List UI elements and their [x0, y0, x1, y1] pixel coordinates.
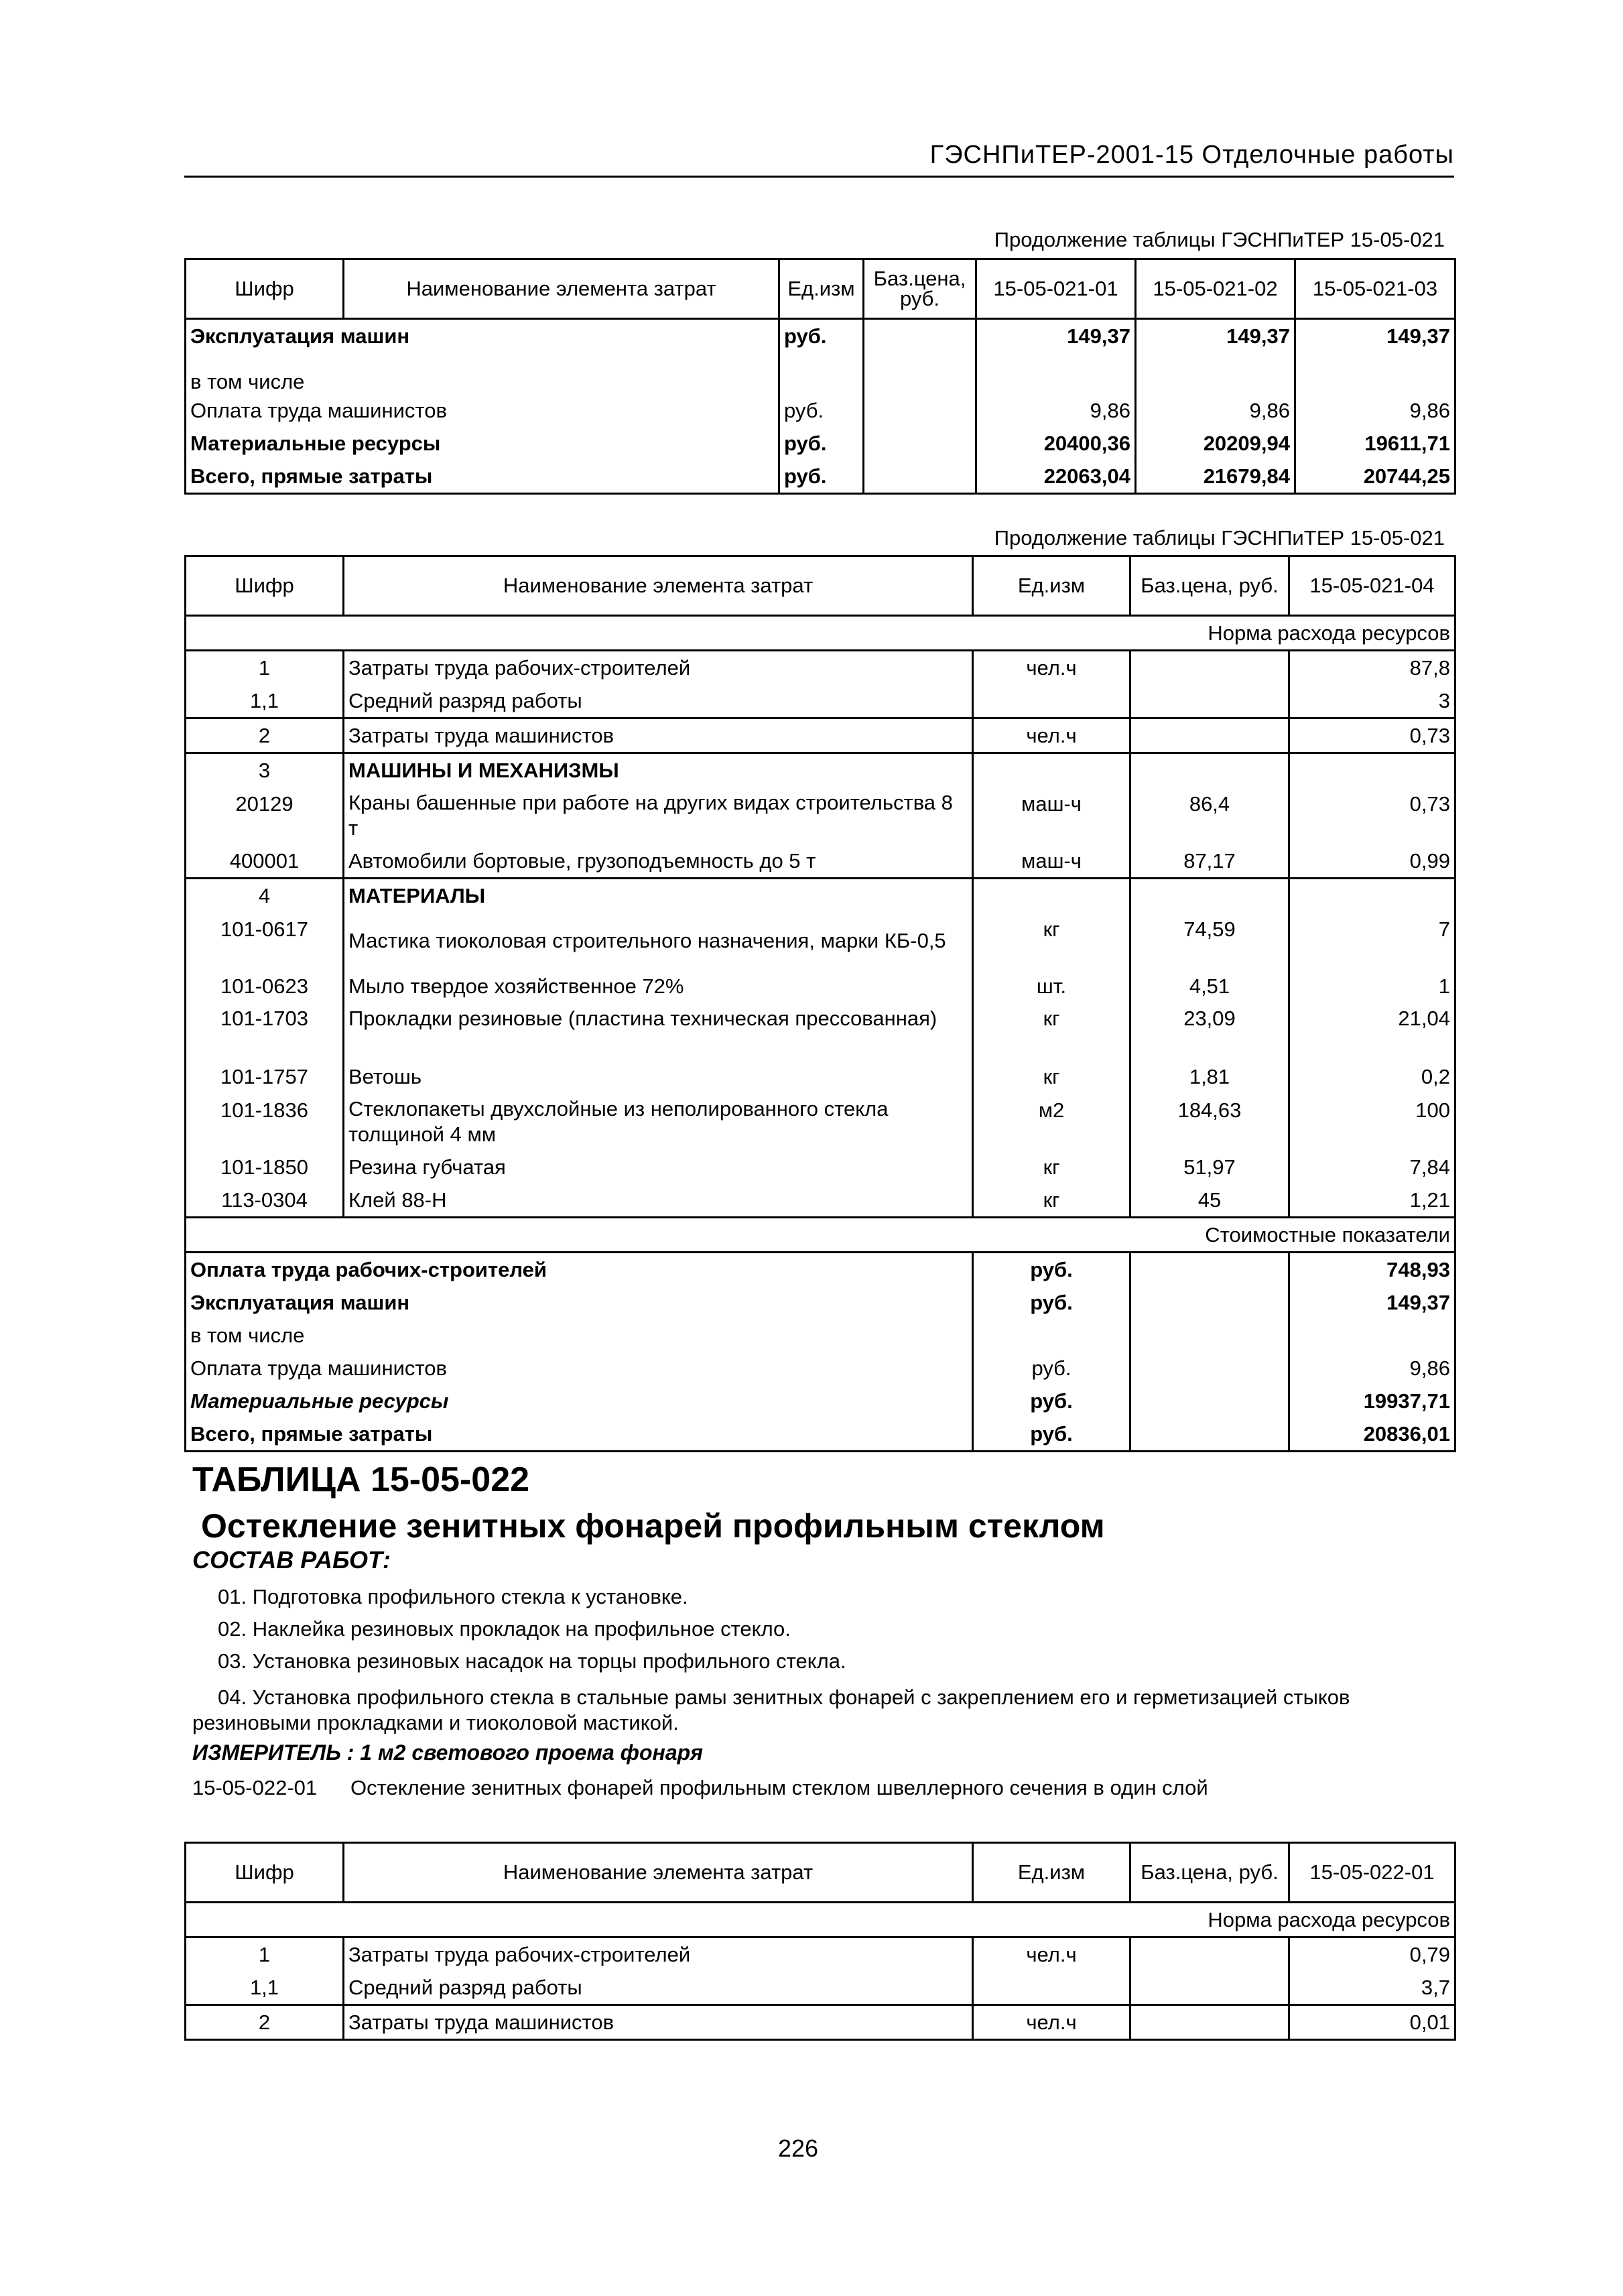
work-item: 01. Подготовка профильного стекла к установке.	[218, 1585, 688, 1608]
row-value: 149,37	[1295, 319, 1455, 353]
table2-header-price: Баз.цена, руб.	[1130, 556, 1289, 616]
table-row	[186, 787, 1455, 844]
row-unit: руб.	[973, 1352, 1130, 1385]
row-value: 748,93	[1289, 1253, 1455, 1287]
cost-label: Стоимостные показатели	[186, 1218, 1455, 1253]
row-price: 1,81	[1130, 1060, 1289, 1093]
row-name: Оплата труда рабочих-строителей	[186, 1253, 973, 1287]
table2-header-unit: Ед.изм	[973, 556, 1130, 616]
row-price	[1130, 684, 1289, 718]
item-description: Остекление зенитных фонарей профильным стеклом швеллерного сечения в один слой	[350, 1776, 1208, 1799]
table1-header-code: Шифр	[186, 259, 344, 319]
row-unit	[973, 684, 1130, 718]
table-title: ТАБЛИЦА 15-05-022	[192, 1460, 530, 1499]
row-price	[1130, 1937, 1289, 1972]
row-unit: маш-ч	[973, 844, 1130, 879]
row-value: 20209,94	[1136, 427, 1295, 460]
row-price	[1130, 1971, 1289, 2005]
row-name: Прокладки резиновые (пластина техническая прессованная)	[344, 1003, 973, 1060]
work-item: 02. Наклейка резиновых прокладок на профильное стекло.	[218, 1617, 791, 1641]
row-unit: кг	[973, 1003, 1130, 1060]
row-unit	[973, 879, 1130, 913]
table-row	[186, 1937, 1455, 1972]
row-value: 7,84	[1289, 1151, 1455, 1184]
table3-header-name: Наименование элемента затрат	[344, 1843, 973, 1903]
table1-header-unit: Ед.изм	[779, 259, 864, 319]
row-unit: кг	[973, 1184, 1130, 1218]
row-value: 149,37	[1289, 1286, 1455, 1319]
row-code: 1,1	[186, 684, 344, 718]
norm-label: Норма расхода ресурсов	[186, 616, 1455, 651]
row-price: 184,63	[1130, 1093, 1289, 1151]
row-name: Резина губчатая	[344, 1151, 973, 1184]
row-value: 9,86	[1289, 1352, 1455, 1385]
row-value: 0,73	[1289, 718, 1455, 753]
row-value: 149,37	[1136, 319, 1295, 353]
row-value: 0,01	[1289, 2005, 1455, 2040]
table2-header-code: Шифр	[186, 556, 344, 616]
row-price	[1130, 2005, 1289, 2040]
row-unit: м2	[973, 1093, 1130, 1151]
row-unit: чел.ч	[973, 651, 1130, 685]
table3	[184, 1842, 1456, 2041]
row-code: 101-1703	[186, 1003, 344, 1060]
row-code: 400001	[186, 844, 344, 879]
table2-caption: Продолжение таблицы ГЭСНПиТЕР 15-05-021	[994, 526, 1445, 550]
row-value: 0,73	[1289, 787, 1455, 844]
row-value: 9,86	[1136, 394, 1295, 427]
work-item: резиновыми прокладками и тиоколовой мастикой.	[192, 1711, 679, 1734]
running-head: ГЭСНПиТЕР-2001-15 Отделочные работы	[929, 141, 1454, 169]
row-name: в том числе	[186, 353, 779, 394]
row-code: 113-0304	[186, 1184, 344, 1218]
row-code: 1	[186, 651, 344, 685]
row-unit: руб.	[973, 1417, 1130, 1452]
meter: ИЗМЕРИТЕЛЬ : 1 м2 светового проема фонаря	[192, 1740, 704, 1765]
row-value: 22063,04	[976, 460, 1136, 494]
row-unit: чел.ч	[973, 1937, 1130, 1972]
row-unit	[973, 1971, 1130, 2005]
table2-header-col1: 15-05-021-04	[1289, 556, 1455, 616]
item-code: 15-05-022-01	[192, 1776, 318, 1799]
header-rule	[184, 176, 1454, 178]
row-value: 21679,84	[1136, 460, 1295, 494]
row-price: 87,17	[1130, 844, 1289, 879]
row-code: 101-1836	[186, 1093, 344, 1151]
row-price	[1130, 651, 1289, 685]
table3-header-price: Баз.цена, руб.	[1130, 1843, 1289, 1903]
row-value	[1289, 753, 1455, 787]
table-row	[186, 394, 1455, 427]
row-name: в том числе	[186, 1319, 973, 1352]
row-code: 1	[186, 1937, 344, 1972]
table-row	[186, 2005, 1455, 2040]
table-row	[186, 684, 1455, 718]
row-value: 0,79	[1289, 1937, 1455, 1972]
row-name: Клей 88-Н	[344, 1184, 973, 1218]
table-row	[186, 753, 1455, 787]
row-name: Оплата труда машинистов	[186, 1352, 973, 1385]
row-unit: кг	[973, 1060, 1130, 1093]
table-row	[186, 651, 1455, 685]
row-name: Мыло твердое хозяйственное 72%	[344, 970, 973, 1003]
table3-header-col1: 15-05-022-01	[1289, 1843, 1455, 1903]
table-row	[186, 1385, 1455, 1417]
row-price	[1130, 718, 1289, 753]
row-unit: руб.	[973, 1253, 1130, 1287]
table1-caption: Продолжение таблицы ГЭСНПиТЕР 15-05-021	[994, 228, 1445, 251]
row-price	[1130, 879, 1289, 913]
row-unit: руб.	[779, 394, 864, 427]
table1-header-col2: 15-05-021-02	[1136, 259, 1295, 319]
row-name: Автомобили бортовые, грузоподъемность до 5 т	[344, 844, 973, 879]
row-name: Эксплуатация машин	[186, 1286, 973, 1319]
work-item: 04. Установка профильного стекла в стальные рамы зенитных фонарей с закреплением его и герметизацией стыков	[218, 1685, 1350, 1709]
table-row	[186, 1352, 1455, 1385]
table-row	[186, 353, 1455, 394]
table1-header-col1: 15-05-021-01	[976, 259, 1136, 319]
table-row	[186, 1151, 1455, 1184]
table-row	[186, 1417, 1455, 1452]
row-code: 3	[186, 753, 344, 787]
row-value: 21,04	[1289, 1003, 1455, 1060]
row-price: 51,97	[1130, 1151, 1289, 1184]
row-value: 1	[1289, 970, 1455, 1003]
row-name: Ветошь	[344, 1060, 973, 1093]
table2-header-name: Наименование элемента затрат	[344, 556, 973, 616]
table-row	[186, 879, 1455, 913]
row-value	[1289, 1319, 1455, 1352]
row-name: Затраты труда рабочих-строителей	[344, 651, 973, 685]
table-row	[186, 912, 1455, 970]
row-unit: шт.	[973, 970, 1130, 1003]
row-name: Стеклопакеты двухслойные из неполированного стекла толщиной 4 мм	[344, 1093, 973, 1151]
row-name: Средний разряд работы	[344, 684, 973, 718]
row-price: 86,4	[1130, 787, 1289, 844]
row-price: 74,59	[1130, 912, 1289, 970]
table1	[184, 258, 1456, 495]
row-value: 87,8	[1289, 651, 1455, 685]
row-unit: руб.	[779, 427, 864, 460]
row-unit	[973, 753, 1130, 787]
page-number: 226	[778, 2134, 819, 2162]
row-name: Всего, прямые затраты	[186, 460, 779, 494]
row-name: Материальные ресурсы	[186, 1385, 973, 1417]
work-item: 03. Установка резиновых насадок на торцы профильного стекла.	[218, 1649, 846, 1673]
table-row	[186, 844, 1455, 879]
row-unit: чел.ч	[973, 718, 1130, 753]
table1-header-price: Баз.цена, руб.	[864, 259, 976, 319]
row-unit: руб.	[779, 460, 864, 494]
row-name: Затраты труда машинистов	[344, 718, 973, 753]
row-name: Материальные ресурсы	[186, 427, 779, 460]
row-value	[1289, 879, 1455, 913]
table-row	[186, 319, 1455, 353]
row-code: 101-1757	[186, 1060, 344, 1093]
table-row	[186, 718, 1455, 753]
table-row	[186, 427, 1455, 460]
row-unit: кг	[973, 912, 1130, 970]
table-row	[186, 1093, 1455, 1151]
row-value: 9,86	[976, 394, 1136, 427]
table1-header-name: Наименование элемента затрат	[344, 259, 779, 319]
row-unit: руб.	[973, 1286, 1130, 1319]
row-value: 1,21	[1289, 1184, 1455, 1218]
table2	[184, 555, 1456, 1452]
table3-header-code: Шифр	[186, 1843, 344, 1903]
row-value: 3,7	[1289, 1971, 1455, 2005]
row-code: 2	[186, 2005, 344, 2040]
section-subtitle: Остекление зенитных фонарей профильным стеклом	[201, 1507, 1105, 1545]
row-name: Затраты труда рабочих-строителей	[344, 1937, 973, 1972]
norm-label: Норма расхода ресурсов	[186, 1903, 1455, 1937]
row-value: 20744,25	[1295, 460, 1455, 494]
row-value: 149,37	[976, 319, 1136, 353]
row-name: Затраты труда машинистов	[344, 2005, 973, 2040]
row-value: 3	[1289, 684, 1455, 718]
row-code: 101-0623	[186, 970, 344, 1003]
row-name: Средний разряд работы	[344, 1971, 973, 2005]
row-code: 2	[186, 718, 344, 753]
row-value: 19937,71	[1289, 1385, 1455, 1417]
row-name: Краны башенные при работе на других видах строительства 8 т	[344, 787, 973, 844]
row-unit: кг	[973, 1151, 1130, 1184]
row-unit: руб.	[973, 1385, 1130, 1417]
table3-header-unit: Ед.изм	[973, 1843, 1130, 1903]
table-row	[186, 1253, 1455, 1287]
table-row	[186, 1286, 1455, 1319]
row-code: 4	[186, 879, 344, 913]
row-unit: маш-ч	[973, 787, 1130, 844]
table-row	[186, 1003, 1455, 1060]
table-row	[186, 460, 1455, 494]
row-code: 101-0617	[186, 912, 344, 970]
row-name: Мастика тиоколовая строительного назначения, марки КБ-0,5	[344, 912, 973, 970]
row-value: 20400,36	[976, 427, 1136, 460]
row-price: 23,09	[1130, 1003, 1289, 1060]
works-heading: СОСТАВ РАБОТ:	[192, 1546, 391, 1574]
row-value: 20836,01	[1289, 1417, 1455, 1452]
row-value: 9,86	[1295, 394, 1455, 427]
row-unit: чел.ч	[973, 2005, 1130, 2040]
row-name: МАТЕРИАЛЫ	[344, 879, 973, 913]
row-value: 100	[1289, 1093, 1455, 1151]
row-price: 4,51	[1130, 970, 1289, 1003]
table-row	[186, 970, 1455, 1003]
row-name: Оплата труда машинистов	[186, 394, 779, 427]
table-row	[186, 1319, 1455, 1352]
row-unit	[973, 1319, 1130, 1352]
row-code: 1,1	[186, 1971, 344, 2005]
row-value: 19611,71	[1295, 427, 1455, 460]
table1-header-col3: 15-05-021-03	[1295, 259, 1455, 319]
row-code: 101-1850	[186, 1151, 344, 1184]
row-value: 7	[1289, 912, 1455, 970]
row-name: Эксплуатация машин	[186, 319, 779, 353]
row-unit: руб.	[779, 319, 864, 353]
table-row	[186, 1184, 1455, 1218]
row-value: 0,99	[1289, 844, 1455, 879]
table-row	[186, 1060, 1455, 1093]
row-value: 0,2	[1289, 1060, 1455, 1093]
row-price: 45	[1130, 1184, 1289, 1218]
table-row	[186, 1971, 1455, 2005]
row-code: 20129	[186, 787, 344, 844]
row-name: Всего, прямые затраты	[186, 1417, 973, 1452]
row-name: МАШИНЫ И МЕХАНИЗМЫ	[344, 753, 973, 787]
row-price	[1130, 753, 1289, 787]
